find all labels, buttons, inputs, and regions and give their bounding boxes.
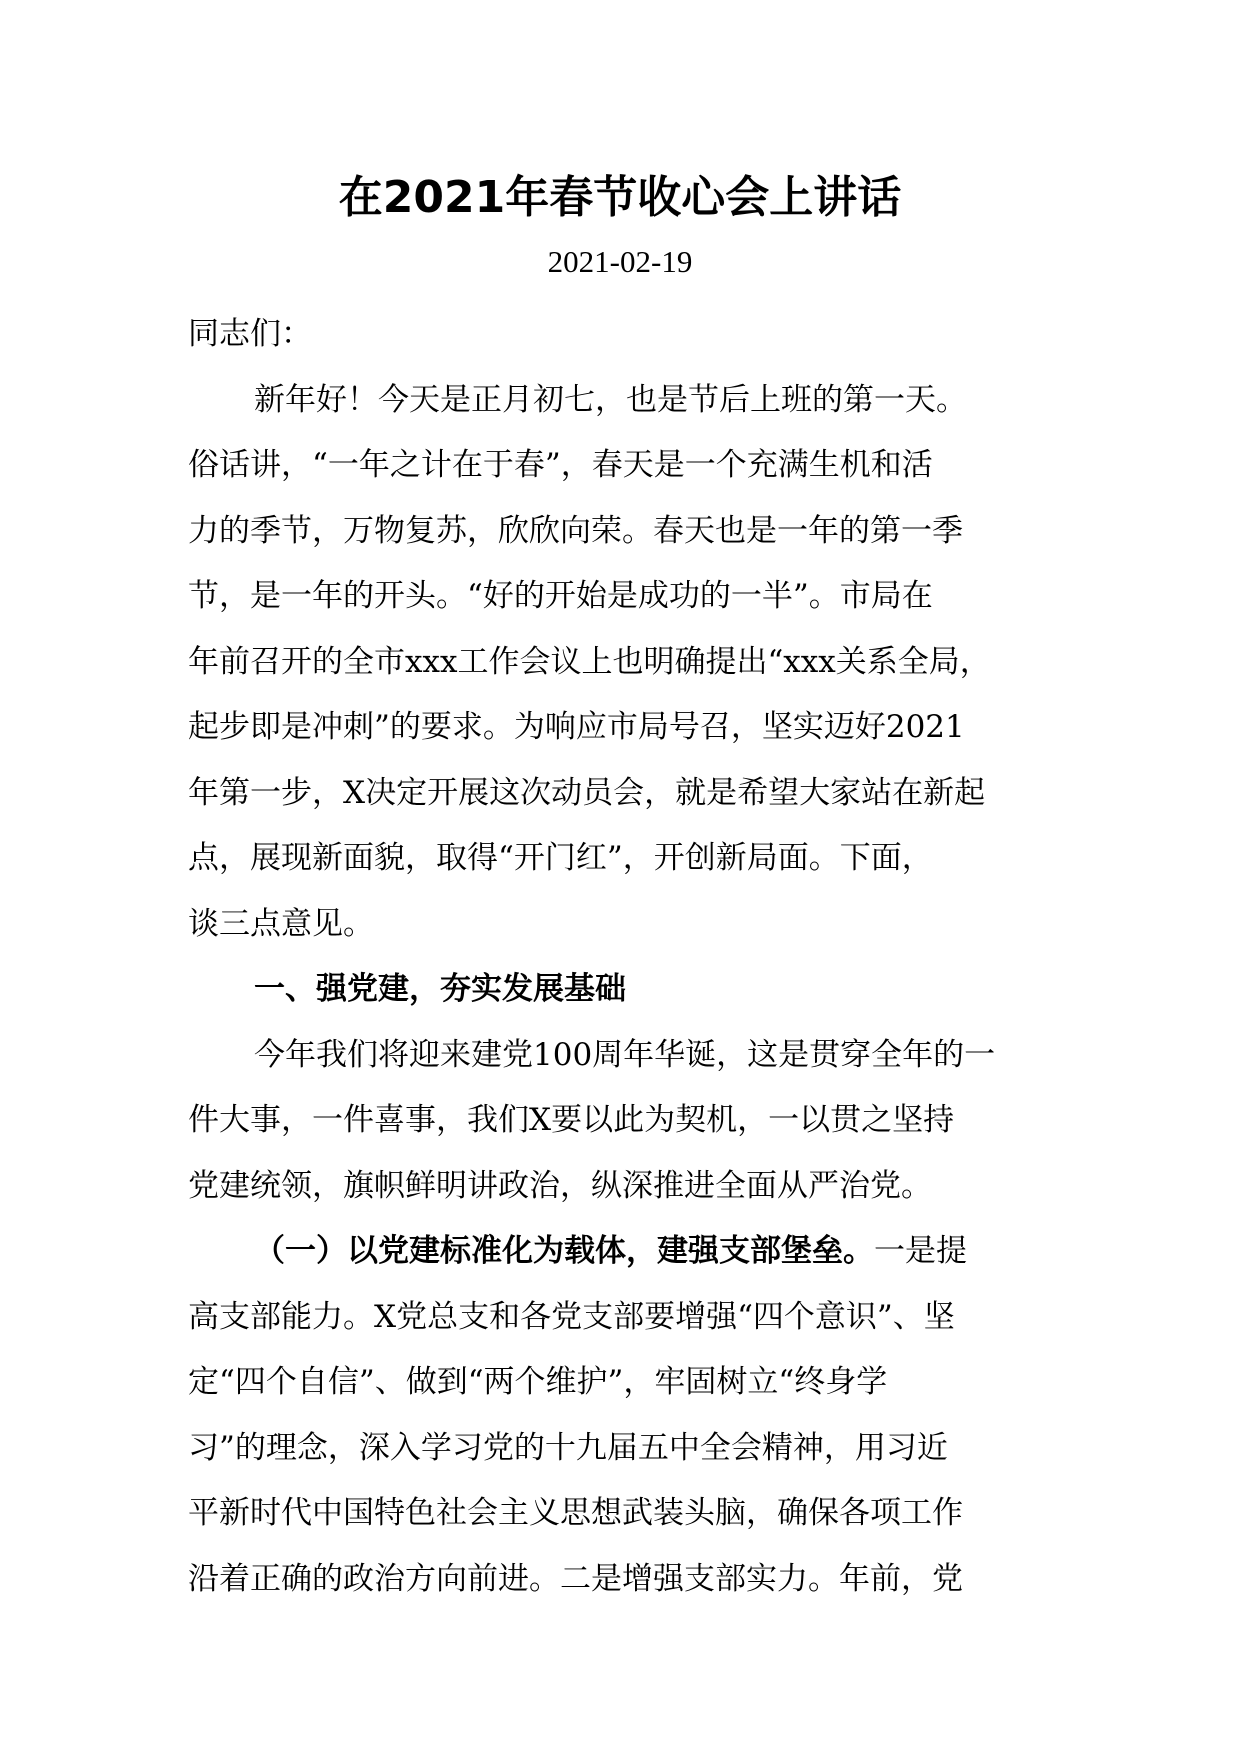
section-heading: 一、强党建，夯实发展基础 — [254, 971, 626, 1007]
text-line: 新年好！今天是正月初七，也是节后上班的第一天。 — [254, 381, 967, 418]
greeting: 同志们： — [188, 316, 312, 352]
subsection-heading: （一）以党建标准化为载体，建强支部堡垒。 — [254, 1233, 874, 1269]
paragraph-party-building — [188, 1023, 1072, 1220]
text-line: 定“四个自信”、做到“两个维护”，牢固树立“终身学 — [188, 1364, 888, 1400]
text-line: 平新时代中国特色社会主义思想武装头脑，确保各项工作 — [188, 1495, 963, 1531]
text-line: 年前召开的全市xxx工作会议上也明确提出“xxx关系全局， — [188, 643, 991, 680]
text-line: 点，展现新面貌，取得“开门红”，开创新局面。下面， — [188, 840, 933, 876]
text-line: 高支部能力。X党总支和各党支部要增强“四个意识”、坚 — [188, 1298, 955, 1335]
text-line: 沿着正确的政治方向前进。二是增强支部实力。年前，党 — [188, 1560, 963, 1597]
text-line: 起步即是冲刺”的要求。为响应市局号召，坚实迈好2021 — [188, 709, 965, 745]
text-line: 谈三点意见。 — [188, 905, 374, 942]
subsection-text: 一是提 — [874, 1233, 967, 1269]
text-line: 件大事，一件喜事，我们X要以此为契机，一以贯之坚持 — [188, 1102, 955, 1138]
text-line: 年第一步，X决定开展这次动员会，就是希望大家站在新起 — [188, 774, 986, 811]
document-title: 在2021年春节收心会上讲话 — [338, 172, 902, 223]
text-line: 节，是一年的开头。“好的开始是成功的一半”。市局在 — [188, 578, 933, 614]
text-line: 党建统领，旗帜鲜明讲政治，纵深推进全面从严治党。 — [188, 1167, 932, 1204]
paragraph-intro — [188, 368, 1072, 958]
text-line: 今年我们将迎来建党100周年华诞，这是贯穿全年的一 — [254, 1036, 996, 1073]
text-line: 力的季节，万物复苏，欣欣向荣。春天也是一年的第一季 — [188, 512, 963, 549]
paragraph-subsection-1 — [188, 1219, 1072, 1612]
text-line: 俗话讲，“一年之计在于春”，春天是一个充满生机和活 — [188, 447, 933, 483]
text-line: 习”的理念，深入学习党的十九届五中全会精神，用习近 — [188, 1429, 948, 1466]
document-body — [188, 302, 1072, 1612]
subsection-first-line — [188, 1219, 1072, 1285]
document-date: 2021-02-19 — [547, 244, 693, 279]
